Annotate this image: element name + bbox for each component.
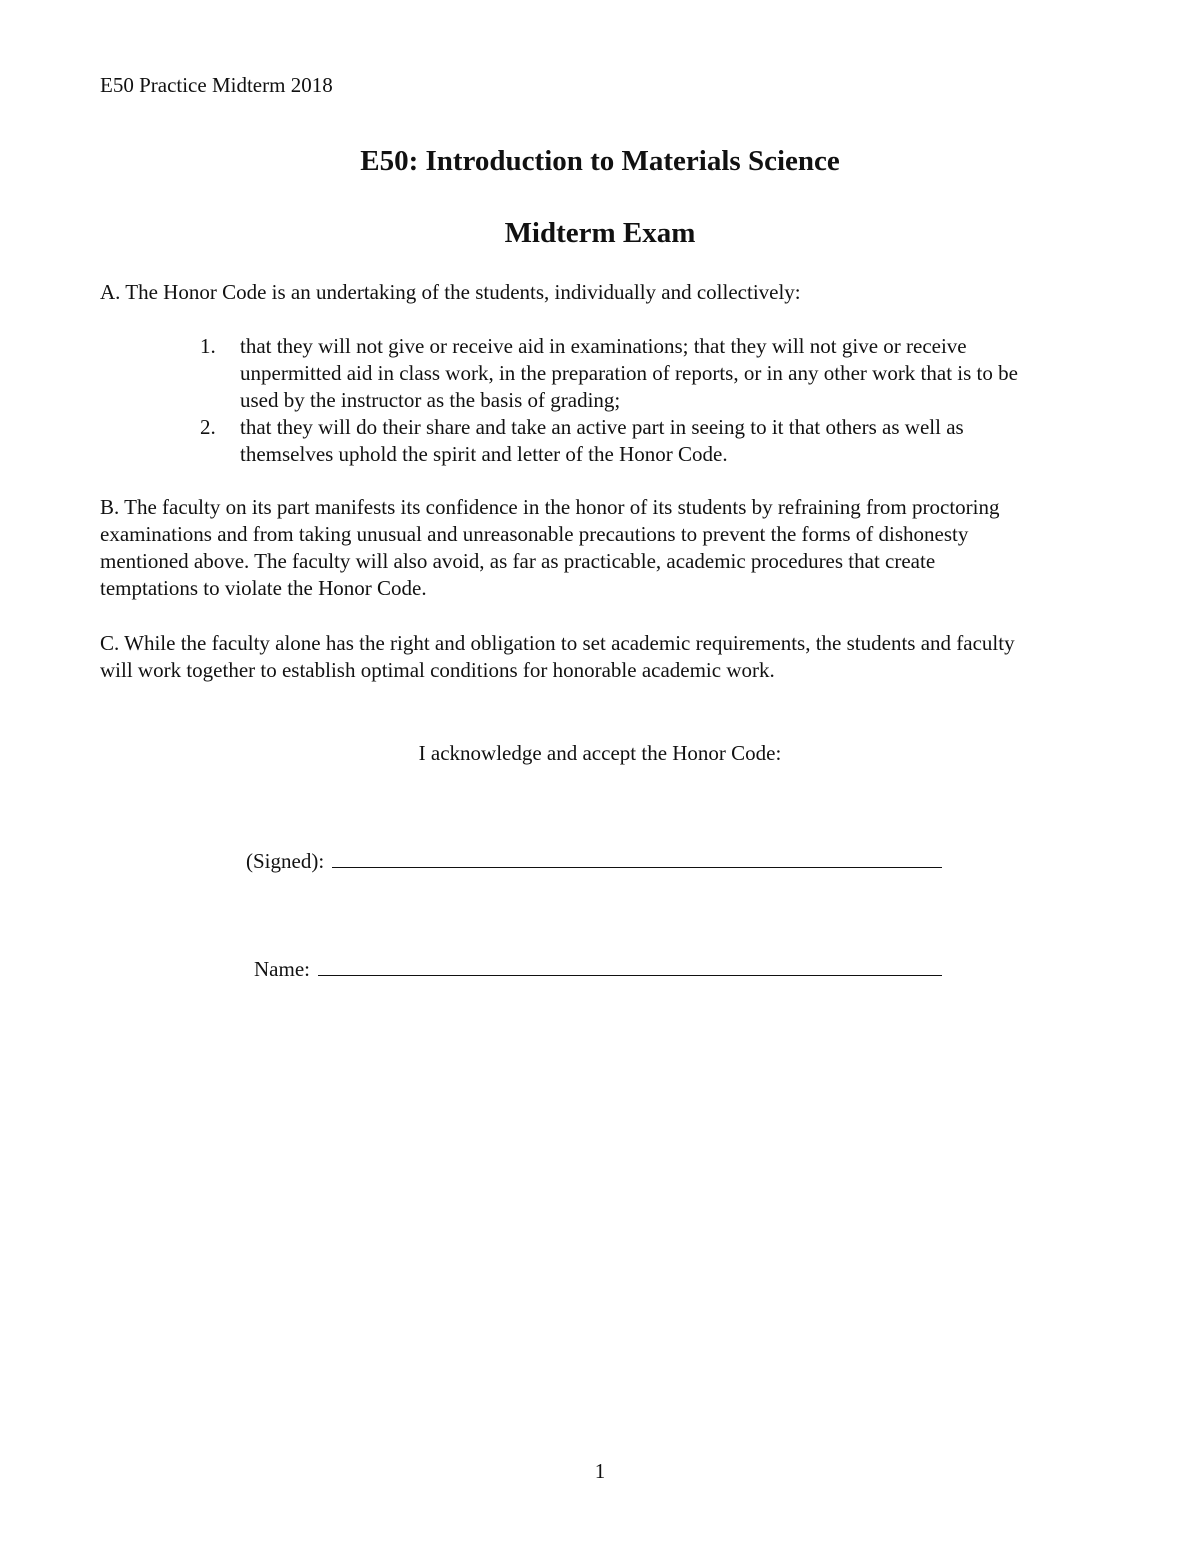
acknowledgement-statement: I acknowledge and accept the Honor Code: — [418, 741, 782, 765]
list-item — [200, 333, 1030, 414]
honor-code-section-a: A. The Honor Code is an undertaking of the students, individually and collectively: — [100, 280, 801, 304]
signature-blank[interactable] — [332, 849, 942, 868]
running-header: E50 Practice Midterm 2018 — [100, 73, 333, 97]
signature-line — [246, 848, 942, 875]
list-item — [200, 414, 1030, 468]
honor-code-section-b: B. The faculty on its part manifests its confidence in the honor of its students by refraining from proctoring examinations and from taking unusual and unreasonable precautions to prevent the forms of dishonesty mentioned above. The faculty will also avoid, as far as practicable, academic procedures that create temptations to violate the Honor Code. — [100, 495, 1000, 600]
list-item-number: 2. — [200, 415, 216, 439]
name-label: Name: — [254, 957, 310, 981]
name-line — [254, 956, 942, 983]
list-item-text: that they will not give or receive aid in examinations; that they will not give or receive unpermitted aid in class work, in the preparation of reports, or in any other work that is to be used by the instructor as the basis of grading; — [240, 334, 1018, 412]
signed-label: (Signed): — [246, 849, 325, 873]
exam-title: Midterm Exam — [504, 217, 696, 249]
course-title: E50: Introduction to Materials Science — [360, 145, 840, 177]
list-item-text: that they will do their share and take an active part in seeing to it that others as well as themselves uphold the spirit and letter of the Honor Code. — [240, 415, 964, 466]
name-blank[interactable] — [318, 957, 942, 976]
page-number: 1 — [594, 1459, 606, 1483]
honor-code-list — [200, 333, 1030, 468]
honor-code-section-c: C. While the faculty alone has the right and obligation to set academic requirements, the students and faculty will work together to establish optimal conditions for honorable academic work. — [100, 631, 1015, 682]
list-item-number: 1. — [200, 334, 216, 358]
